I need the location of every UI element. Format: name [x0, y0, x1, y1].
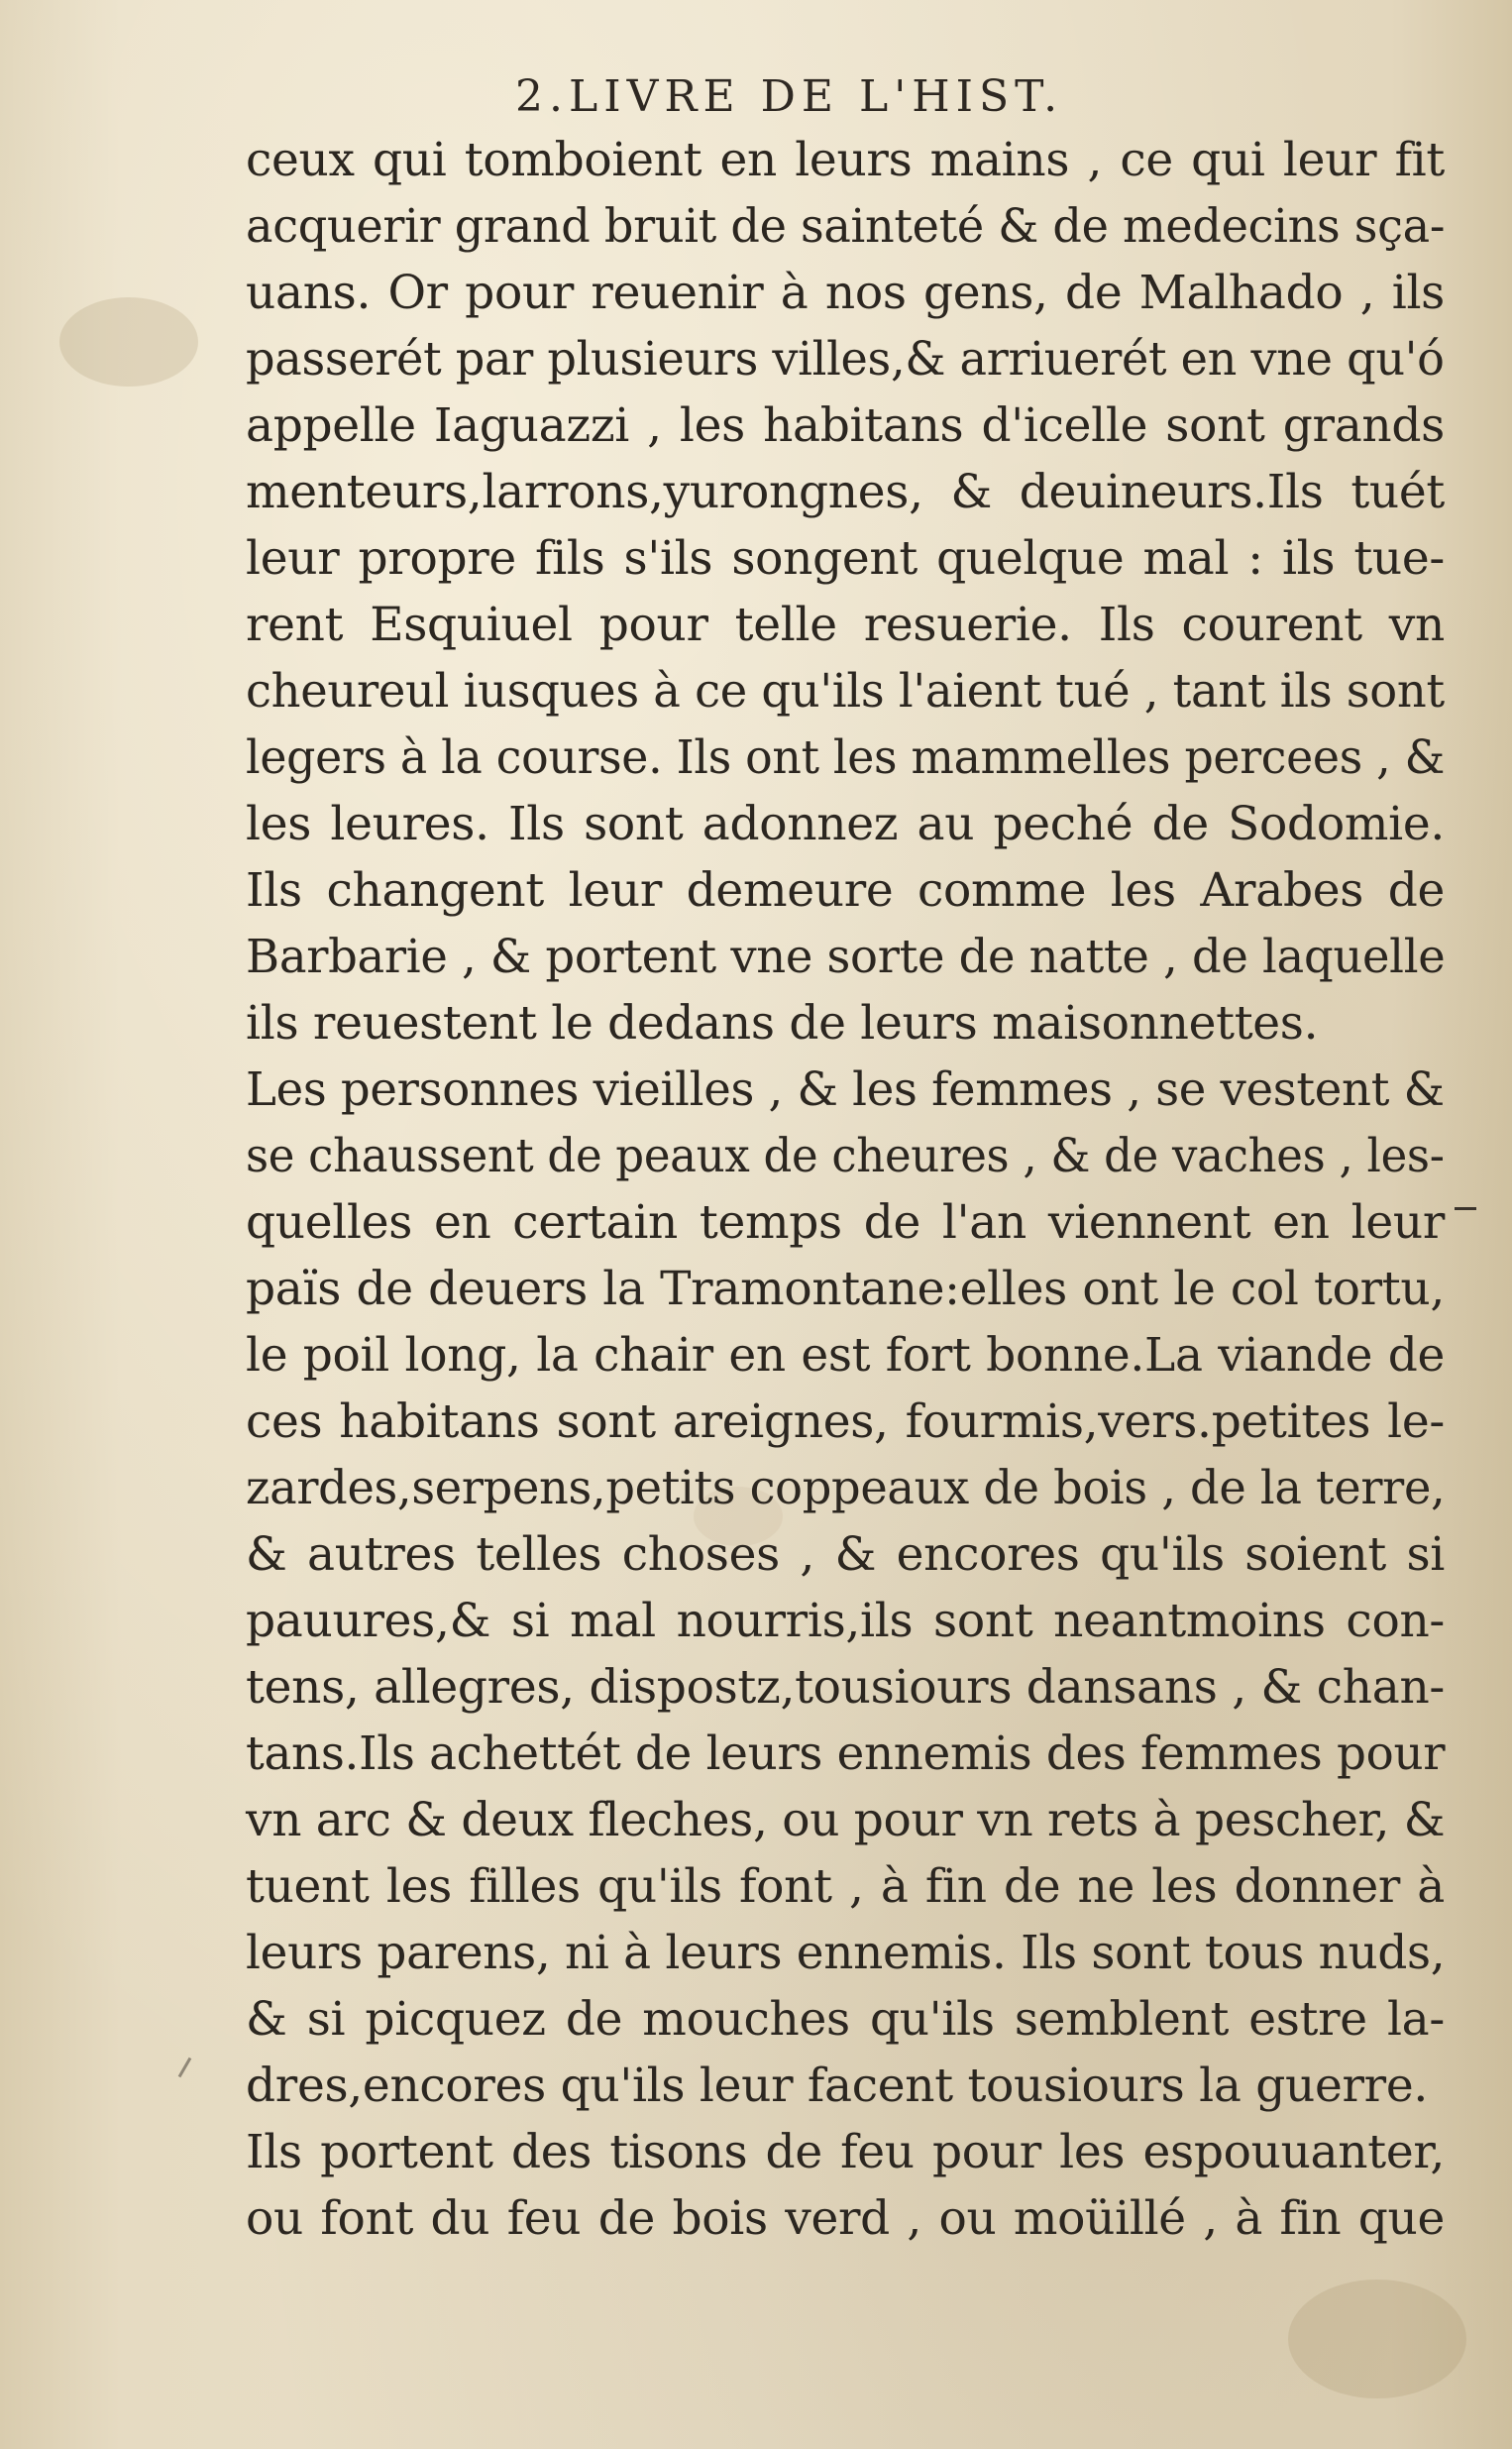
text-line: acquerir grand bruit de sainteté & de medecins sça-: [246, 199, 1446, 254]
text-line: leur propre fils s'ils songent quelque mal : ils tue-: [246, 531, 1445, 586]
text-line: & si picquez de mouches qu'ils semblent estre la-: [246, 1992, 1445, 2047]
paper-stain: [59, 297, 198, 387]
text-line: cheureul iusques à ce qu'ils l'aient tué , tant ils sont: [246, 664, 1445, 719]
text-line: le poil long, la chair en est fort bonne.La viande de: [246, 1328, 1445, 1383]
text-line: ou font du feu de bois verd , ou moüillé , à fin que: [246, 2191, 1445, 2246]
text-line: vn arc & deux fleches, ou pour vn rets à pescher, &: [246, 1793, 1446, 1847]
text-line: tans.Ils achettét de leurs ennemis des femmes pour: [246, 1726, 1446, 1781]
text-line: menteurs,larrons,yurongnes, & deuineurs.Ils tuét: [246, 465, 1445, 519]
running-head: 2.LIVRE DE L'HIST.: [515, 71, 1064, 122]
text-line: passerét par plusieurs villes,& arriuerét en vne qu'ó: [246, 332, 1445, 387]
text-line: quelles en certain temps de l'an viennent en leur: [246, 1195, 1445, 1250]
text-line: païs de deuers la Tramontane:elles ont le col tortu,: [246, 1262, 1445, 1316]
text-line: leurs parens, ni à leurs ennemis. Ils sont tous nuds,: [246, 1926, 1446, 1980]
text-line: Ils portent des tisons de feu pour les espouuanter,: [246, 2125, 1445, 2179]
text-line: pauures,& si mal nourris,ils sont neantmoins con-: [246, 1594, 1445, 1648]
margin-pen-stroke: [178, 2058, 192, 2078]
text-line: Barbarie , & portent vne sorte de natte , de laquelle: [246, 930, 1446, 984]
paper-stain: [1288, 2280, 1466, 2398]
text-line: zardes,serpens,petits coppeaux de bois , de la terre,: [246, 1461, 1446, 1515]
text-line: tuent les filles qu'ils font , à fin de ne les donner à: [246, 1859, 1445, 1914]
text-line: Ils changent leur demeure comme les Arabes de: [246, 863, 1445, 918]
text-line: uans. Or pour reuenir à nos gens, de Malhado , ils: [246, 266, 1445, 320]
text-line: tens, allegres, dispostz,tousiours dansans , & chan-: [246, 1660, 1445, 1715]
body-text: [246, 127, 1445, 2252]
text-line: ceux qui tomboient en leurs mains , ce qui leur fit: [246, 133, 1445, 187]
margin-dash-mark: [1455, 1207, 1476, 1210]
text-line: ils reuestent le dedans de leurs maisonnettes.: [246, 996, 1319, 1051]
text-line: dres,encores qu'ils leur facent tousiours la guerre.: [246, 2059, 1428, 2113]
text-line: & autres telles choses , & encores qu'ils soient si: [246, 1527, 1445, 1582]
text-line: se chaussent de peaux de cheures , & de vaches , les-: [246, 1129, 1445, 1183]
text-line: legers à la course. Ils ont les mammelles percees , &: [246, 730, 1446, 785]
text-line: ces habitans sont areignes, fourmis,vers.petites le-: [246, 1394, 1445, 1449]
text-line: les leures. Ils sont adonnez au peché de Sodomie.: [246, 797, 1445, 851]
text-line: rent Esquiuel pour telle resuerie. Ils courent vn: [246, 598, 1445, 652]
text-line: appelle Iaguazzi , les habitans d'icelle sont grands: [246, 398, 1445, 453]
text-line: Les personnes vieilles , & les femmes , se vestent &: [246, 1062, 1445, 1117]
